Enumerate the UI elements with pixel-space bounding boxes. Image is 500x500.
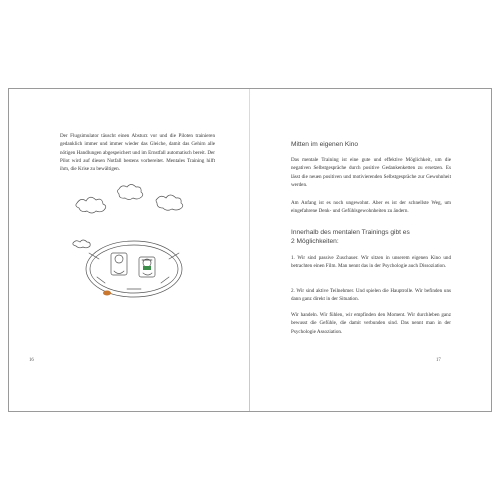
list-item-1: 1. Wir sind passive Zuschauer. Wir sitzen in unserem eigenen Kino und betrachten einen Film. Man nennt das in der Psychologie auch Dissoziation. xyxy=(291,255,451,270)
list-item-2: 2. Wir sind aktive Teilnehmer. Und spielen die Hauptrolle. Wir befinden uns dann ganz direkt in der Situation. xyxy=(291,288,451,303)
heading-mitten: Mitten im eigenen Kino xyxy=(291,141,359,148)
section-heading-2 xyxy=(291,228,451,246)
para1-block xyxy=(291,156,451,189)
item1-block xyxy=(291,254,451,271)
page-number-right: 17 xyxy=(436,358,441,363)
paragraph-3: Wir handeln. Wir fühlen, wir empfinden den Moment. Wir durchleben ganz bewusst die Gefühle, die damit verbunden sind. Das nennt man in der Psychologie Assoziation. xyxy=(291,312,451,335)
left-paragraph: Der Flugsimulator täuscht einen Absturz vor und die Piloten trainieren gedanklich immer und immer wieder das Gleiche, damit das Gehirn alle nötigen Handlungen abgespeichert und im Ernstfall automatisch bereit. Der Pilot wird auf diesen Notfall bestens vorbereitet. Mentales Training hilft ihm, die Krise zu bewältigen. xyxy=(60,133,215,173)
item2-block xyxy=(291,287,451,304)
paragraph-2: Am Anfang ist es noch ungewohnt. Aber es ist der schnellste Weg, um eingefahrene Denk- und Gefühlsgewohnheiten zu ändern. xyxy=(291,200,451,215)
airplane-cockpit-illustration-icon xyxy=(69,181,199,321)
para3-block xyxy=(291,311,451,336)
paragraph-1: Das mentale Training ist eine gute und effektive Möglichkeit, um die negativen Selbstgespräche durch positive Gedankenketten zu ersetzen. Es lässt die neuen positiven und motivierenden Selbstgespräche zur Gewohnheit werden. xyxy=(291,157,451,188)
heading-innerhalb-line2: 2 Möglichkeiten: xyxy=(291,238,339,245)
heading-innerhalb-line1: Innerhalb des mentalen Trainings gibt es xyxy=(291,229,410,236)
para2-block xyxy=(291,199,451,216)
left-page xyxy=(9,89,249,411)
right-page xyxy=(250,89,491,411)
page-number-left: 16 xyxy=(29,358,34,363)
section-heading-1 xyxy=(291,140,451,149)
book-spread xyxy=(8,88,492,412)
